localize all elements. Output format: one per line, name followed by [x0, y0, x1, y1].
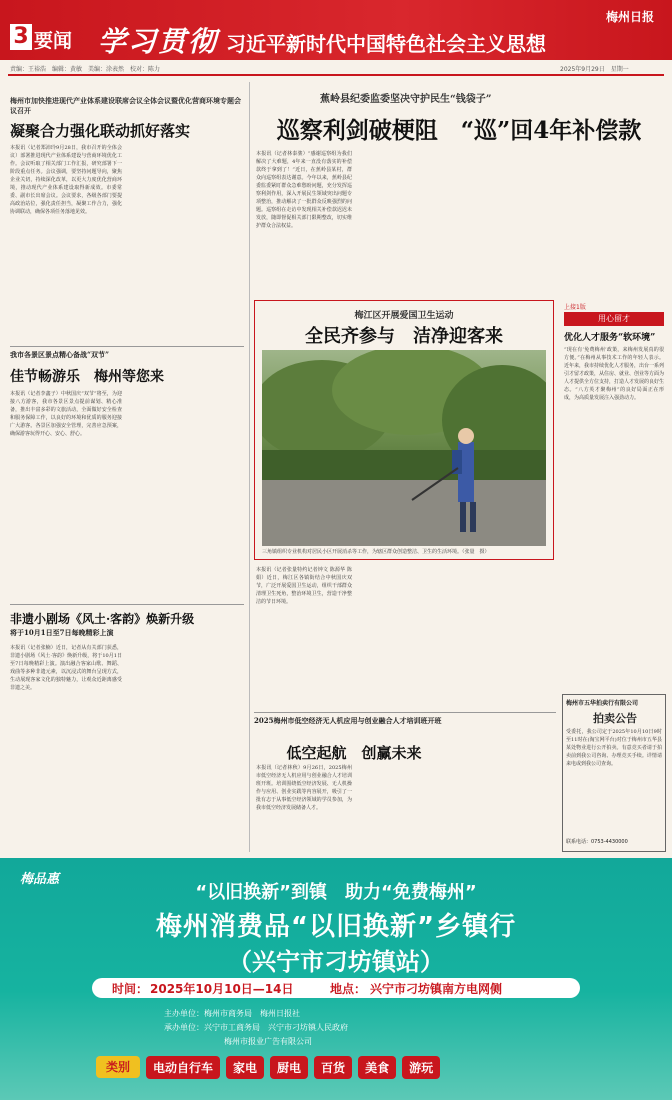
article4-body-3 — [456, 150, 552, 280]
article4-body-2 — [356, 150, 452, 280]
sidebar-headline: 优化人才服务“软环境” — [564, 333, 656, 343]
article4-body-4 — [556, 150, 664, 280]
article5-kicker: 梅江区开展爱国卫生运动 — [354, 311, 454, 321]
ad-categories — [146, 1056, 440, 1079]
article6-body-2 — [356, 764, 452, 852]
article3-subhead: 将于10月1日至7日每晚精彩上演 — [10, 628, 114, 637]
ad-place-value: 兴宁市刁坊镇南方电网侧 — [370, 982, 503, 996]
article2-body-cont — [128, 390, 244, 600]
article5-caption: 三角镇组织专业机构对居民小区开展消杀等工作，为辖区群众创造整洁、卫生的生活环境。（张量 摄） — [262, 549, 490, 555]
ad-subtitle: （兴宁市刁坊镇站） — [228, 948, 444, 976]
article3-body-cont — [128, 644, 244, 854]
section-name: 要闻 — [34, 30, 73, 52]
sidebar-column: 用心留才 — [564, 312, 664, 326]
article2-kicker: 我市各景区景点精心备战“双节” — [10, 350, 110, 359]
article6-body: 本报讯（记者林秋）9月26日，2025梅州市低空经济无人机应用与创业融合人才培训班开班。培训围绕低空经济发展、无人机操作与应用、创业实践等内容展开，吸引了一批有志于从事低空经济领域的学员参加，为我市低空经济发展储备人才。 — [256, 765, 352, 811]
editors-line: 责编：王裕浩 编辑：黄敏 美编：涂表然 校对：陈力 — [10, 66, 161, 73]
ad-organizer: 承办单位：兴宁市工商务局 兴宁市刁坊镇人民政府 — [164, 1023, 348, 1032]
ad-title: 梅州消费品“以旧换新”乡镇行 — [155, 912, 517, 942]
article1-body-cont — [128, 144, 244, 344]
article6-kicker: 2025梅州市低空经济无人机应用与创业融合人才培训班开班 — [254, 716, 442, 725]
main-title: 习近平新时代中国特色社会主义思想 — [226, 32, 546, 56]
article3-body: 本报讯（记者张楠）近日，记者从有关部门获悉，非遗小剧场《风土·客韵》焕新升级，将于10月1日至7日每晚精彩上演。演出融合客家山歌、舞蹈、戏曲等多种非遗元素，以沉浸式的舞台呈现方式，生动展现客家文化的独特魅力，让观众近距离感受非遗之美。 — [10, 645, 122, 691]
divider-1 — [10, 346, 244, 347]
sidebar-label: 上接1版 — [564, 304, 586, 311]
ad-organizer2: 梅州市报业广告有限公司 — [224, 1037, 312, 1046]
ad-category-item: 游玩 — [402, 1056, 440, 1079]
ad-time-value: 2025年10月10日—14日 — [150, 982, 294, 996]
article5-headline: 全民齐参与 洁净迎客来 — [305, 326, 503, 347]
column-divider — [249, 82, 250, 852]
article5-body-3 — [456, 566, 556, 706]
ad-slogan: “以旧换新”到镇 助力“免费梅州” — [195, 882, 477, 903]
article1-kicker: 梅州市加快推进现代产业体系建设联席会议全体会议暨优化营商环境专题会议召开 — [10, 96, 241, 115]
article6-headline: 低空起航 创赢未来 — [286, 744, 422, 762]
article1-headline: 凝聚合力强化联动抓好落实 — [10, 122, 191, 140]
ad-place-label: 地点： — [330, 982, 367, 996]
ad-brand: 梅品惠 — [20, 872, 60, 887]
article6-body-3 — [456, 720, 556, 852]
column-title: 学习贯彻 — [98, 25, 219, 58]
ad-time-label: 时间： — [112, 982, 149, 996]
ad-category-item: 家电 — [226, 1056, 264, 1079]
article4-headline: 巡察利剑破梗阻 “巡”回4年补偿款 — [276, 117, 642, 144]
photo-illustration — [262, 350, 546, 546]
auction-title: 拍卖公告 — [593, 712, 637, 725]
auction-org: 梅州市五华拍卖行有限公司 — [566, 700, 639, 707]
article5-body-2 — [356, 566, 452, 706]
article3-headline: 非遗小剧场《风土·客韵》焕新升级 — [10, 612, 195, 626]
auction-contact: 联系电话：0753-4430000 — [566, 839, 628, 845]
article5-body: 本报讯（记者张量特约记者钟文 陈源华 陈娟）近日，梅江区各镇街结合中秋国庆双节，广泛开展爱国卫生运动，组织干部群众清理卫生死角，整治环境卫生，营造干净整洁的节日环境。 — [256, 567, 352, 605]
article4-kicker: 蕉岭县纪委监委坚决守护民生“钱袋子” — [320, 94, 492, 105]
ad-category-item: 美食 — [358, 1056, 396, 1079]
page-number: 3 — [10, 24, 32, 50]
date-line: 2025年9月29日 星期一 — [560, 66, 629, 73]
ad-category-label: 类别 — [96, 1056, 140, 1078]
paper-name: 梅州日报 — [606, 10, 655, 24]
ad-category-item: 电动自行车 — [146, 1056, 220, 1079]
article1-body: 本报讯（记者郑沛玲9月28日，我市召开的全体会议）部署推进现代产业体系建设与营商环境优化工作。会议听取了相关部门工作汇报，研究部署下一阶段重点任务。会议强调，要坚持问题导向，聚焦企业关切，持续深化改革，以更大力度优化营商环境，推动现代产业体系建设取得新成效。市委常委、副市长出席会议。会议要求，各级各部门要提高政治站位，强化责任担当，凝聚工作合力，强化协调联动，确保各项任务落地见效。 — [10, 145, 122, 215]
masthead-rule — [8, 74, 664, 76]
sidebar-body: “现在有‘免费梅州’政策，来梅州发展真的很方便。”在梅州从事技术工作的年轻人表示。近年来，我市持续优化人才服务，出台一系列引才留才政策，从住房、就业、创业等方面为人才提供全方位支持，打造人才发展的良好生态。“八方英才聚梅州”的良好局面正在形成，为高质量发展注入强劲动力。 — [564, 347, 664, 401]
ad-category-item: 厨电 — [270, 1056, 308, 1079]
article5-photo — [262, 350, 546, 546]
article2-body: 本报讯（记者李鑫子）中秋国庆“双节”将至，为迎接八方游客，我市各景区景点提前谋划、精心准备，推出丰富多彩的文旅活动，全面做好安全检查和服务保障工作，以良好的环境和优质的服务迎接广大游客。各景区加强安全管理，完善应急预案，确保游客玩得开心、安心、舒心。 — [10, 391, 122, 437]
article4-body: 本报讯（记者林泰骏）“感谢巡察组为我们解决了大难题，4年来一直没有落实的补偿款终于拿到了！”近日，在蕉岭县某村，群众向巡察组表达谢意。今年以来，蕉岭县纪委监委紧盯群众急难愁盼问题，充分发挥巡察利剑作用，深入开展民生领域突出问题专项整治，推动解决了一批群众反映强烈的问题。巡察组在走访中发现相关补偿款迟迟未发放，随即督促相关部门限期整改，切实维护群众合法权益。 — [256, 151, 352, 229]
ad-host: 主办单位：梅州市商务局 梅州日报社 — [164, 1009, 300, 1018]
divider-2 — [10, 604, 244, 605]
article2-headline: 佳节畅游乐 梅州等您来 — [10, 369, 164, 385]
divider-3 — [254, 712, 556, 713]
ad-category-item: 百货 — [314, 1056, 352, 1079]
auction-body: 受委托，我公司定于2025年10月10日9时至11时在(淘宝网平台)对位于梅州市五华县某处物业进行公开拍卖。有意竞买者请于拍卖前到我公司咨询、办理竞买手续。详情请来电或到我公司查询。 — [566, 729, 662, 767]
